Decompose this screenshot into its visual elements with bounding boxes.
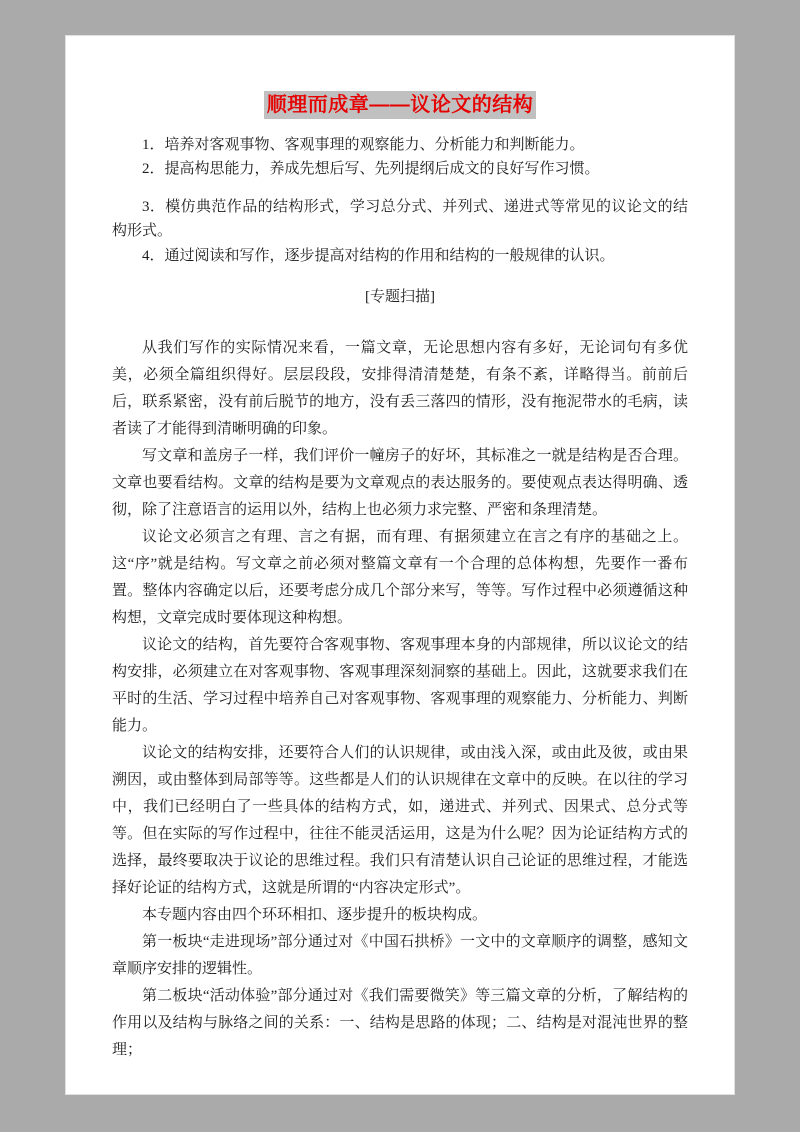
section-heading: [专题扫描]	[365, 289, 435, 305]
objective-item: 1．培养对客观事物、客观事理的观察能力、分析能力和判断能力。	[142, 137, 585, 153]
body-paragraph: 议论文的结构，首先要符合客观事物、客观事理本身的内部规律，所以议论文的结构安排，必须建立在对客观事物、客观事理深刻洞察的基础上。因此，这就要求我们在平时的生活、学习过程中培养自己对客观事物、客观事理的观察能力、分析能力、判断能力。	[112, 637, 688, 734]
body-paragraph: 第一板块“走进现场”部分通过对《中国石拱桥》一文中的文章顺序的调整，感知文章顺序安排的逻辑性。	[112, 934, 688, 977]
document-title-row	[112, 91, 688, 119]
document-title: 顺理而成章——议论文的结构	[264, 91, 537, 119]
objectives-list	[112, 133, 688, 269]
body-paragraph: 议论文必须言之有理、言之有据，而有理、有据须建立在言之有序的基础之上。这“序”就是结构。写文章之前必须对整篇文章有一个合理的总体构想，先要作一番布置。整体内容确定以后，还要考虑分成几个部分来写，等等。写作过程中必须遵循这种构想，文章完成时要体现这种构想。	[112, 529, 688, 626]
body-paragraph: 写文章和盖房子一样，我们评价一幢房子的好坏，其标准之一就是结构是否合理。文章也要看结构。文章的结构是要为文章观点的表达服务的。要使观点表达得明确、透彻，除了注意语言的运用以外，结构上也必须力求完整、严密和条理清楚。	[112, 448, 688, 518]
body-paragraph: 从我们写作的实际情况来看，一篇文章，无论思想内容有多好，无论词句有多优美，必须全篇组织得好。层层段段，安排得清清楚楚，有条不紊，详略得当。前前后后，联系紧密，没有前后脱节的地方，没有丢三落四的情形，没有拖泥带水的毛病，读者读了才能得到清晰明确的印象。	[112, 340, 688, 437]
objective-item: 2．提高构思能力，养成先想后写、先列提纲后成文的良好写作习惯。	[142, 161, 600, 177]
body-paragraphs	[112, 335, 688, 1064]
document-page	[65, 35, 735, 1095]
body-paragraph: 议论文的结构安排，还要符合人们的认识规律，或由浅入深，或由此及彼，或由果溯因，或由整体到局部等等。这些都是人们的认识规律在文章中的反映。在以往的学习中，我们已经明白了一些具体的结构方式，如，递进式、并列式、因果式、总分式等等。但在实际的写作过程中，往往不能灵活运用，这是为什么呢？因为论证结构方式的选择，最终要取决于议论的思维过程。我们只有清楚认识自己论证的思维过程，才能选择好论证的结构方式，这就是所谓的“内容决定形式”。	[112, 745, 688, 896]
body-paragraph: 本专题内容由四个环环相扣、逐步提升的板块构成。	[142, 907, 488, 923]
body-paragraph: 第二板块“活动体验”部分通过对《我们需要微笑》等三篇文章的分析，了解结构的作用以及结构与脉络之间的关系：一、结构是思路的体现；二、结构是对混沌世界的整理；	[112, 988, 688, 1058]
objective-item: 4．通过阅读和写作，逐步提高对结构的作用和结构的一般规律的认识。	[142, 248, 615, 264]
objective-item: 3．模仿典范作品的结构形式，学习总分式、并列式、递进式等常见的议论文的结构形式。	[112, 199, 688, 239]
